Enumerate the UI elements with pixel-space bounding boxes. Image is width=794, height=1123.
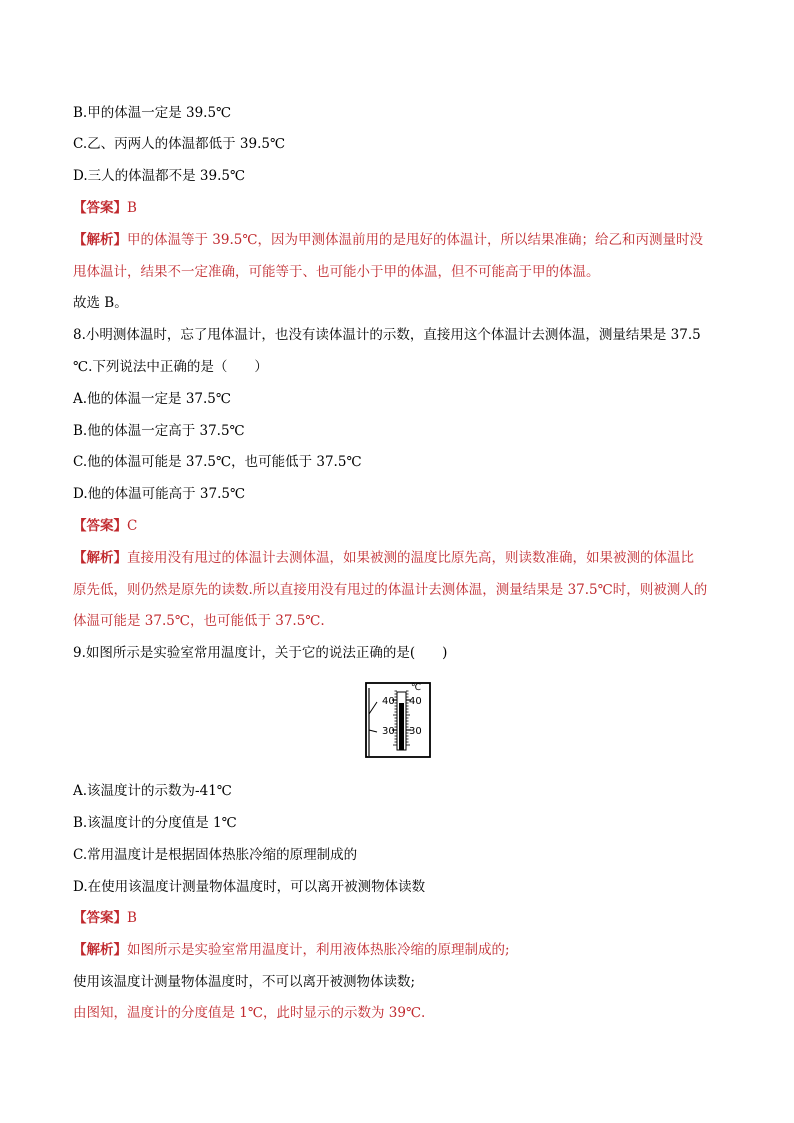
q7-option-d: D.三人的体温都不是 39.5℃: [73, 168, 246, 184]
q7-analysis-line-2: 甩体温计，结果不一定准确，可能等于、也可能小于甲的体温，但不可能高于甲的体温。: [73, 264, 600, 280]
q9-analysis-line-1: 【解析】如图所示是实验室常用温度计，利用液体热胀冷缩的原理制成的;: [73, 942, 510, 958]
q9-option-a: A.该温度计的示数为-41℃: [73, 783, 232, 799]
answer-label: 【答案】: [73, 910, 127, 926]
analysis-label: 【解析】: [73, 942, 127, 958]
q9-stem: 9.如图所示是实验室常用温度计，关于它的说法正确的是( ): [73, 645, 448, 661]
answer-value: B: [127, 910, 137, 926]
q8-analysis-line-3: 体温可能是 37.5℃，也可能低于 37.5℃.: [73, 613, 325, 629]
scale-label-40-right: 40: [409, 696, 422, 707]
q7-option-c: C.乙、丙两人的体温都低于 39.5℃: [73, 136, 286, 152]
q9-option-c: C.常用温度计是根据固体热胀冷缩的原理制成的: [73, 847, 358, 863]
answer-label: 【答案】: [73, 200, 127, 216]
mercury-column: [399, 703, 404, 750]
q8-option-c: C.他的体温可能是 37.5℃，也可能低于 37.5℃: [73, 454, 362, 470]
unit-label: ℃: [411, 683, 422, 693]
scale-label-40-left: 40: [382, 696, 395, 707]
q8-answer: [73, 516, 137, 536]
q9-analysis-line-3: 由图知，温度计的分度值是 1℃，此时显示的示数为 39℃.: [73, 1005, 426, 1021]
analysis-label: 【解析】: [73, 550, 127, 566]
thermometer-icon: [363, 680, 433, 760]
q8-stem-line-1: 8.小明测体温时，忘了甩体温计，也没有读体温计的示数，直接用这个体温计去测体温，测量结果是 37.5: [73, 327, 701, 343]
answer-label: 【答案】: [73, 518, 127, 534]
q7-conclusion: 故选 B。: [73, 295, 128, 311]
q7-option-b: B.甲的体温一定是 39.5℃: [73, 105, 232, 121]
q8-stem-line-2: ℃.下列说法中正确的是（ ）: [73, 359, 268, 375]
q7-analysis-line-1: 【解析】甲的体温等于 39.5℃，因为甲测体温前用的是甩好的体温计，所以结果准确；给乙和丙测量时没: [73, 232, 703, 248]
q7-answer: [73, 198, 137, 218]
q9-analysis-line-2: 使用该温度计测量物体温度时，不可以离开被测物体读数;: [73, 974, 416, 990]
q8-option-a: A.他的体温一定是 37.5℃: [73, 391, 231, 407]
analysis-label: 【解析】: [73, 232, 127, 248]
q8-analysis-line-1: 【解析】直接用没有甩过的体温计去测体温，如果被测的温度比原先高，则读数准确，如果被测的体温比: [73, 550, 694, 566]
scale-label-30-left: 30: [382, 726, 395, 737]
thermometer-figure: [363, 680, 433, 760]
scale-label-30-right: 30: [409, 726, 422, 737]
q9-option-d: D.在使用该温度计测量物体温度时，可以离开被测物体读数: [73, 879, 426, 895]
q8-option-d: D.他的体温可能高于 37.5℃: [73, 486, 246, 502]
q8-option-b: B.他的体温一定高于 37.5℃: [73, 423, 245, 439]
answer-value: B: [127, 200, 137, 216]
q8-analysis-line-2: 原先低，则仍然是原先的读数.所以直接用没有甩过的体温计去测体温，测量结果是 37.5℃时，则被测人的: [73, 582, 708, 598]
answer-value: C: [127, 518, 138, 534]
q9-option-b: B.该温度计的分度值是 1℃: [73, 815, 237, 831]
q9-answer: [73, 908, 137, 928]
